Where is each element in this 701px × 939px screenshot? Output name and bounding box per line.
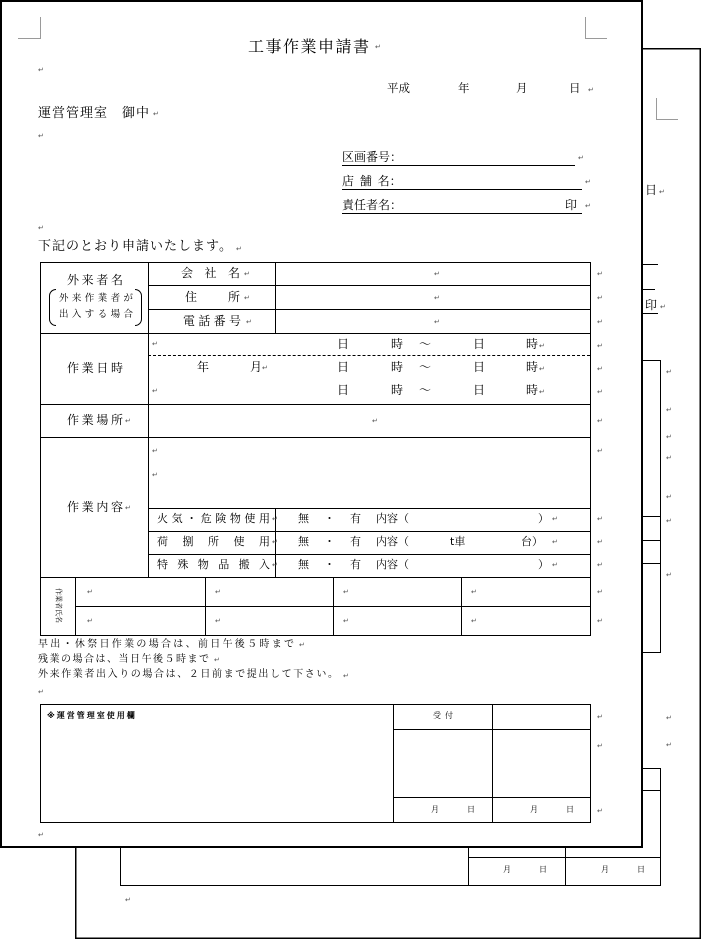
visitor-note-line2: 出入する場合 <box>59 309 133 320</box>
paragraph-mark-icon: ↵ <box>244 270 250 278</box>
page-title: 工事作業申請書 <box>248 37 371 56</box>
paragraph-mark-icon: ↵ <box>215 617 221 625</box>
paragraph-mark-icon: ↵ <box>272 515 278 523</box>
schedule-hour: 時 <box>391 360 404 374</box>
detail-open: 内容（ <box>376 535 409 548</box>
note-line: 外来作業者出入りの場合は、２日前まで提出して下さい。 <box>38 669 340 680</box>
option-separator: ・ <box>324 558 335 571</box>
paragraph-mark-icon: ↵ <box>125 896 131 904</box>
paragraph-mark-icon: ↵ <box>597 270 603 278</box>
workers-label: 作業者氏名 <box>54 588 63 623</box>
paragraph-mark-icon: ↵ <box>236 245 242 253</box>
paragraph-mark-icon: ↵ <box>539 342 545 350</box>
detail-open: 内容（ <box>376 512 409 525</box>
option-none: 無 <box>298 558 309 571</box>
schedule-hour: 時 <box>526 383 539 397</box>
paragraph-mark-icon: ↵ <box>215 588 221 596</box>
back-office-month: 月 <box>601 865 609 874</box>
paragraph-mark-icon: ↵ <box>585 202 591 210</box>
paragraph-mark-icon: ↵ <box>666 714 672 722</box>
table-rule <box>148 285 590 286</box>
manager-label: 責任者名： <box>342 198 403 212</box>
detail-open: 内容（ <box>376 558 409 571</box>
table-rule <box>148 554 590 555</box>
back-seal: 印 <box>645 298 658 312</box>
office-use-label: ※運営管理室使用欄 <box>47 711 137 720</box>
back-date-day: 日 <box>645 183 658 197</box>
paragraph-mark-icon: ↵ <box>597 318 603 326</box>
paragraph-mark-icon: ↵ <box>343 617 349 625</box>
store-name-underline <box>342 189 582 190</box>
paragraph-mark-icon: ↵ <box>666 741 672 749</box>
paragraph-mark-icon: ↵ <box>597 294 603 302</box>
paragraph-mark-icon: ↵ <box>152 340 158 348</box>
paragraph-mark-icon: ↵ <box>597 742 603 750</box>
schedule-day: 日 <box>473 383 486 397</box>
paragraph-mark-icon: ↵ <box>471 588 477 596</box>
paragraph-mark-icon: ↵ <box>375 43 381 51</box>
paragraph-mark-icon: ↵ <box>666 454 672 462</box>
paragraph-mark-icon: ↵ <box>597 388 603 396</box>
detail-close: ） <box>538 512 549 525</box>
paragraph-mark-icon: ↵ <box>246 318 252 326</box>
schedule-hour: 時 <box>391 383 404 397</box>
crop-mark <box>656 119 678 120</box>
paragraph-mark-icon: ↵ <box>152 387 158 395</box>
paragraph-mark-icon: ↵ <box>597 417 603 425</box>
table-rule <box>275 262 276 333</box>
table-rule <box>148 508 590 509</box>
back-office-month: 月 <box>503 865 511 874</box>
schedule-tilde: ～ <box>419 360 432 374</box>
paragraph-mark-icon: ↵ <box>153 110 159 118</box>
paragraph-mark-icon: ↵ <box>597 617 603 625</box>
table-rule <box>393 729 590 730</box>
visitor-label: 外来者名 <box>67 273 123 287</box>
address-label: 住 所 <box>185 290 240 304</box>
paragraph-mark-icon: ↵ <box>372 417 378 425</box>
count-close: 台） <box>521 535 543 548</box>
option-yes: 有 <box>350 512 361 525</box>
paragraph-mark-icon: ↵ <box>38 688 44 696</box>
paragraph-mark-icon: ↵ <box>597 588 603 596</box>
paragraph-mark-icon: ↵ <box>152 471 158 479</box>
paragraph-mark-icon: ↵ <box>539 365 545 373</box>
paragraph-mark-icon: ↵ <box>434 270 440 278</box>
paragraph-mark-icon: ↵ <box>38 831 44 839</box>
manager-underline <box>342 213 582 214</box>
paragraph-mark-icon: ↵ <box>597 713 603 721</box>
paragraph-mark-icon: ↵ <box>272 538 278 546</box>
option-yes: 有 <box>350 558 361 571</box>
note-line: 早出・休祭日作業の場合は、前日午後５時まで <box>38 639 297 650</box>
paragraph-mark-icon: ↵ <box>87 617 93 625</box>
office-month: 月 <box>530 805 538 814</box>
detail-close: ） <box>538 558 549 571</box>
schedule-tilde: ～ <box>419 383 432 397</box>
intro-text: 下記のとおり申請いたします。 <box>38 239 233 254</box>
paragraph-mark-icon: ↵ <box>666 368 672 376</box>
office-day: 日 <box>467 805 475 814</box>
paragraph-mark-icon: ↵ <box>38 224 44 232</box>
paragraph-mark-icon: ↵ <box>666 517 672 525</box>
date-day-label: 日 <box>569 81 581 95</box>
date-month-label: 月 <box>516 81 528 95</box>
paragraph-mark-icon: ↵ <box>552 538 558 546</box>
special-goods-label: 特 殊 物 品 搬 入 <box>157 558 270 571</box>
paragraph-mark-icon: ↵ <box>666 571 672 579</box>
schedule-day: 日 <box>337 383 350 397</box>
company-name-label: 会 社 名 <box>181 266 240 280</box>
paragraph-mark-icon: ↵ <box>125 417 131 425</box>
lot-number-underline <box>342 165 575 166</box>
paragraph-mark-icon: ↵ <box>585 178 591 186</box>
paragraph-mark-icon: ↵ <box>272 561 278 569</box>
paragraph-mark-icon: ↵ <box>214 656 220 664</box>
truck-unit: t車 <box>450 535 466 548</box>
table-rule <box>40 404 590 405</box>
option-none: 無 <box>298 535 309 548</box>
paragraph-mark-icon: ↵ <box>660 303 666 311</box>
fire-hazard-label: 火気・危険物使用 <box>157 512 270 525</box>
crop-mark <box>656 98 657 120</box>
schedule-tilde: ～ <box>419 337 432 351</box>
schedule-hour: 時 <box>526 337 539 351</box>
schedule-hour: 時 <box>391 337 404 351</box>
option-separator: ・ <box>324 535 335 548</box>
table-rule <box>148 531 590 532</box>
lot-number-label: 区画番号： <box>342 150 403 164</box>
paragraph-mark-icon: ↵ <box>471 617 477 625</box>
back-office-day: 日 <box>539 865 547 874</box>
paragraph-mark-icon: ↵ <box>152 447 158 455</box>
paragraph-mark-icon: ↵ <box>597 561 603 569</box>
paragraph-mark-icon: ↵ <box>343 672 349 680</box>
crop-mark <box>585 17 586 39</box>
crop-mark <box>40 17 41 39</box>
schedule-month: 月 <box>250 360 263 374</box>
paragraph-mark-icon: ↵ <box>125 504 131 512</box>
table-rule <box>40 437 590 438</box>
store-name-label: 店 舗 名： <box>342 174 402 188</box>
paragraph-mark-icon: ↵ <box>659 188 665 196</box>
addressee: 運営管理室 御中 <box>38 106 151 121</box>
paragraph-mark-icon: ↵ <box>597 515 603 523</box>
table-rule <box>492 704 493 822</box>
table-rule <box>75 577 76 635</box>
paragraph-mark-icon: ↵ <box>597 342 603 350</box>
office-day: 日 <box>566 805 574 814</box>
paragraph-mark-icon: ↵ <box>38 66 44 74</box>
schedule-label: 作業日時 <box>67 361 123 375</box>
schedule-day: 日 <box>473 360 486 374</box>
table-rule-dashed <box>148 355 590 356</box>
crop-mark <box>18 38 40 39</box>
paragraph-mark-icon: ↵ <box>343 588 349 596</box>
paragraph-mark-icon: ↵ <box>578 154 584 162</box>
table-rule <box>148 262 149 577</box>
paragraph-mark-icon: ↵ <box>666 406 672 414</box>
schedule-day: 日 <box>473 337 486 351</box>
option-separator: ・ <box>324 512 335 525</box>
phone-label: 電話番号 <box>183 314 241 328</box>
table-rule <box>40 577 590 578</box>
paragraph-mark-icon: ↵ <box>597 538 603 546</box>
option-yes: 有 <box>350 535 361 548</box>
crop-mark <box>585 38 607 39</box>
reception-label: 受付 <box>433 711 457 720</box>
table-rule <box>40 333 590 334</box>
paragraph-mark-icon: ↵ <box>87 588 93 596</box>
note-bracket-right <box>135 289 142 326</box>
table-rule <box>393 704 394 822</box>
loading-area-label: 荷 捌 所 使 用 <box>157 535 270 548</box>
paragraph-mark-icon: ↵ <box>539 388 545 396</box>
paragraph-mark-icon: ↵ <box>666 433 672 441</box>
paragraph-mark-icon: ↵ <box>244 294 250 302</box>
table-rule <box>461 577 462 635</box>
paragraph-mark-icon: ↵ <box>552 515 558 523</box>
back-table-rule <box>468 857 660 858</box>
office-month: 月 <box>431 805 439 814</box>
paragraph-mark-icon: ↵ <box>434 318 440 326</box>
date-era: 平成 <box>387 81 410 95</box>
note-bracket-left <box>49 289 56 326</box>
back-office-day: 日 <box>637 865 645 874</box>
paragraph-mark-icon: ↵ <box>597 807 603 815</box>
paragraph-mark-icon: ↵ <box>666 493 672 501</box>
visitor-note-line1: 外来作業者が <box>59 293 133 304</box>
paragraph-mark-icon: ↵ <box>262 364 268 372</box>
paragraph-mark-icon: ↵ <box>597 365 603 373</box>
paragraph-mark-icon: ↵ <box>552 561 558 569</box>
schedule-day: 日 <box>337 360 350 374</box>
schedule-day: 日 <box>337 337 350 351</box>
schedule-year: 年 <box>197 360 210 374</box>
place-label: 作業場所 <box>67 413 123 427</box>
option-none: 無 <box>298 512 309 525</box>
paragraph-mark-icon: ↵ <box>38 132 44 140</box>
paragraph-mark-icon: ↵ <box>299 641 305 649</box>
table-rule <box>148 309 590 310</box>
office-use-table <box>40 704 591 823</box>
table-rule <box>205 577 206 635</box>
paragraph-mark-icon: ↵ <box>588 86 594 94</box>
schedule-hour: 時 <box>526 360 539 374</box>
table-rule <box>333 577 334 635</box>
paragraph-mark-icon: ↵ <box>434 294 440 302</box>
work-content-label: 作業内容 <box>67 500 123 514</box>
paragraph-mark-icon: ↵ <box>597 447 603 455</box>
table-rule <box>393 797 590 798</box>
date-year-label: 年 <box>458 81 470 95</box>
note-line: 残業の場合は、当日午後５時まで <box>38 654 211 665</box>
seal-label: 印 <box>565 198 578 212</box>
